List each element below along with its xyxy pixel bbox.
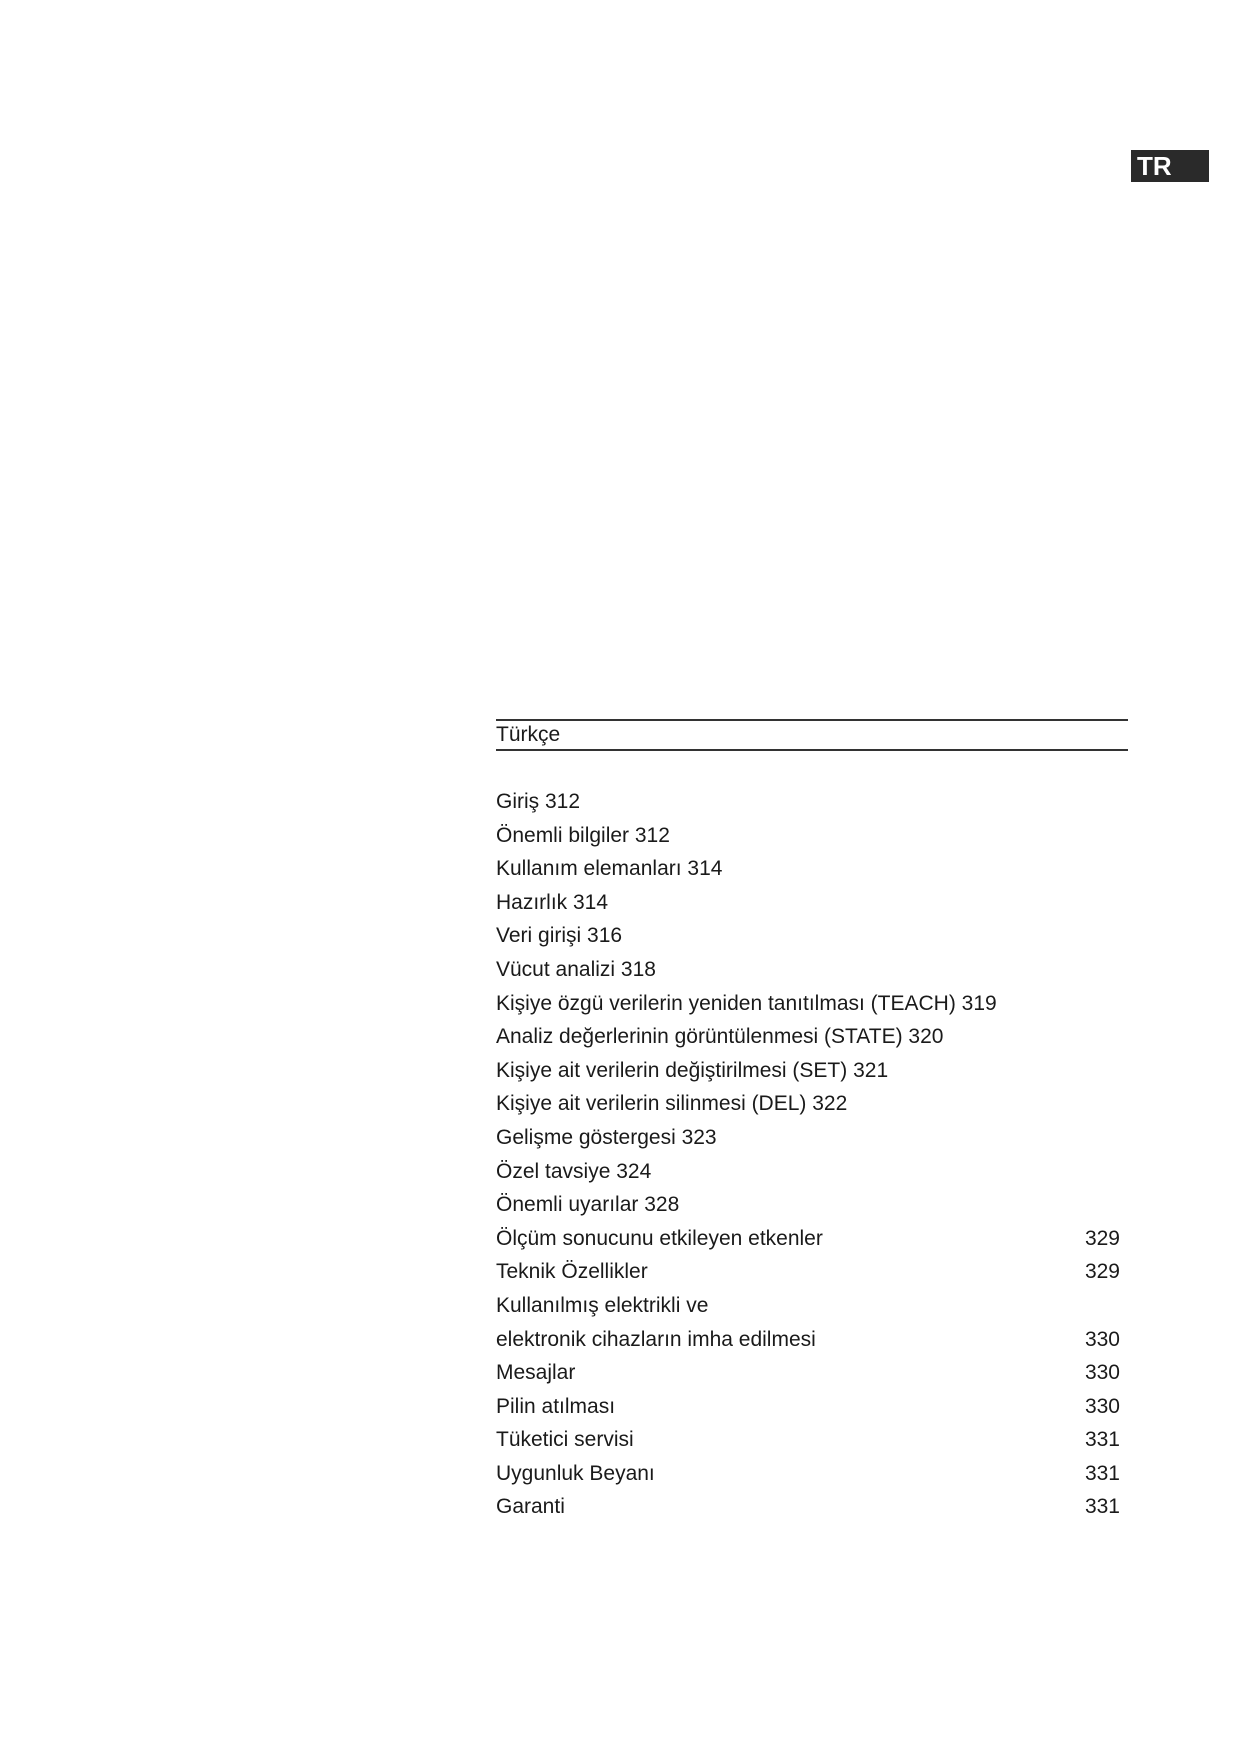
toc-item-text: Pilin atılması <box>496 1394 616 1418</box>
toc-list <box>496 785 1128 1524</box>
toc-item <box>496 1390 1128 1424</box>
toc-item <box>496 1457 1128 1491</box>
toc-item <box>496 987 1128 1021</box>
toc-item <box>496 1188 1128 1222</box>
toc-item <box>496 1356 1128 1390</box>
toc-item-text: Tüketici servisi <box>496 1428 634 1452</box>
toc-item-text: Kullanılmış elektrikli ve <box>496 1293 709 1317</box>
toc-item <box>496 1490 1128 1524</box>
toc-item <box>496 1155 1128 1189</box>
toc-item-text: Teknik Özellikler <box>496 1260 648 1284</box>
section-header <box>496 719 1128 751</box>
toc-item-text: Önemli uyarılar 328 <box>496 1193 680 1217</box>
toc-item-page: 330 <box>1084 1394 1120 1418</box>
toc-item-text: Uygunluk Beyanı <box>496 1461 655 1485</box>
toc-item <box>496 819 1128 853</box>
toc-item <box>496 919 1128 953</box>
toc-item-text: Gelişme göstergesi 323 <box>496 1125 717 1149</box>
toc-item-text: Kişiye özgü verilerin yeniden tanıtılması (TEACH) 319 <box>496 991 997 1015</box>
toc-item-text: elektronik cihazların imha edilmesi <box>496 1327 816 1351</box>
toc-item-text: Giriş 312 <box>496 790 581 813</box>
toc-item-page: 331 <box>1084 1428 1120 1452</box>
section-title: Türkçe <box>496 723 561 746</box>
toc-item-page: 330 <box>1084 1361 1120 1385</box>
toc-item <box>496 1020 1128 1054</box>
toc-item-text: Kişiye ait verilerin değiştirilmesi (SET) 321 <box>496 1058 889 1082</box>
toc-item-page: 330 <box>1084 1327 1120 1351</box>
toc-item <box>496 1087 1128 1121</box>
language-tab: TR <box>1131 150 1209 182</box>
toc-item-text: Analiz değerlerinin görüntülenmesi (STATE) 320 <box>496 1025 944 1049</box>
toc-item <box>496 1289 1128 1323</box>
toc-item-text: Garanti <box>496 1495 565 1519</box>
toc-item-text: Veri girişi 316 <box>496 924 623 948</box>
toc-item-page: 331 <box>1084 1495 1120 1519</box>
toc-item-text: Kişiye ait verilerin silinmesi (DEL) 322 <box>496 1092 848 1116</box>
toc-section <box>496 719 1128 1519</box>
toc-item <box>496 886 1128 920</box>
toc-item-page: 331 <box>1084 1461 1120 1485</box>
toc-item <box>496 785 1128 819</box>
toc-item-text: Özel tavsiye 324 <box>496 1159 652 1183</box>
toc-item <box>496 1054 1128 1088</box>
toc-item-page: 329 <box>1084 1260 1120 1284</box>
toc-item <box>496 953 1128 987</box>
toc-item <box>496 1255 1128 1289</box>
toc-item <box>496 1121 1128 1155</box>
toc-item <box>496 1323 1128 1357</box>
toc-item-text: Vücut analizi 318 <box>496 957 656 981</box>
toc-item-text: Ölçüm sonucunu etkileyen etkenler <box>496 1226 823 1250</box>
toc-item <box>496 1423 1128 1457</box>
toc-item <box>496 1222 1128 1256</box>
toc-item-text: Kullanım elemanları 314 <box>496 857 723 881</box>
toc-item-text: Hazırlık 314 <box>496 890 609 914</box>
toc-item-text: Mesajlar <box>496 1361 576 1385</box>
toc-item-page: 329 <box>1084 1226 1120 1250</box>
toc-item-text: Önemli bilgiler 312 <box>496 823 670 847</box>
toc-item <box>496 852 1128 886</box>
